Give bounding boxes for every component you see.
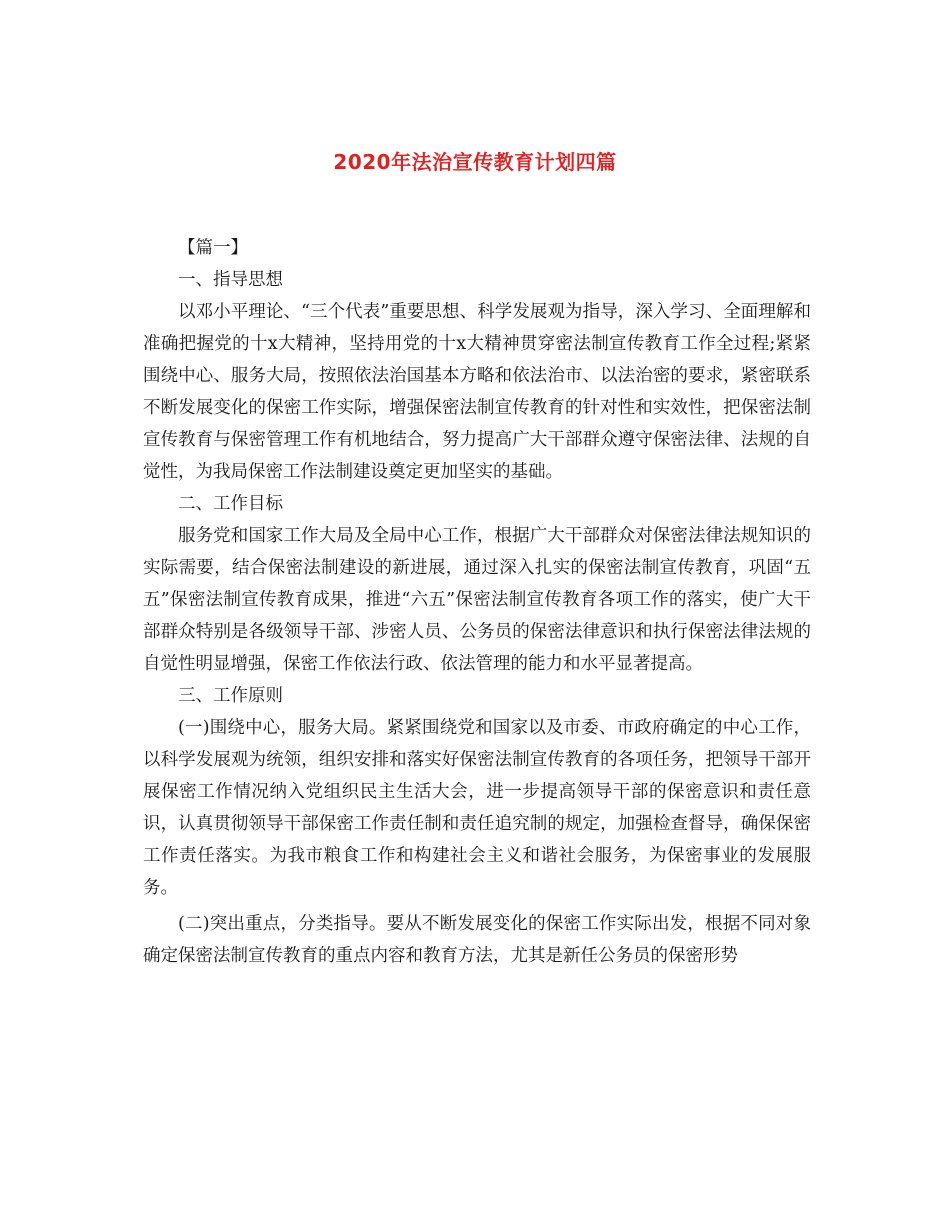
paragraph-guiding-ideology: 以邓小平理论、“三个代表”重要思想、科学发展观为指导，深入学习、全面理解和准确把握党的十x大精神，坚持用党的十x大精神贯穿密法制宣传教育工作全过程;紧紧围绕中心、服务大局，按照依法治国基本方略和依法治市、以法治密的要求，紧密联系不断发展变化的保密工作实际，增强保密法制宣传教育的针对性和实效性，把保密法制宣传教育与保密管理工作有机地结合，努力提高广大干部群众遵守保密法律、法规的自觉性，为我局保密工作法制建设奠定更加坚实的基础。 (143, 302, 811, 482)
heading-work-principles: 三、工作原则 (178, 686, 283, 706)
document-body (143, 232, 811, 972)
paragraph-principle-1: (一)围绕中心，服务大局。紧紧围绕党和国家以及市委、市政府确定的中心工作，以科学发展观为统领，组织安排和落实好保密法制宣传教育的各项任务，把领导干部开展保密工作情况纳入党组织民主生活大会，进一步提高领导干部的保密意识和责任意识，认真贯彻领导干部保密工作责任制和责任追究制的规定，加强检查督导，确保保密工作责任落实。为我市粮食工作和构建社会主义和谐社会服务，为保密事业的发展服务。 (143, 718, 811, 898)
heading-work-goals: 二、工作目标 (178, 494, 283, 514)
paragraph-work-goals: 服务党和国家工作大局及全局中心工作，根据广大干部群众对保密法律法规知识的实际需要，结合保密法制建设的新进展，通过深入扎实的保密法制宣传教育，巩固“五五”保密法制宣传教育成果，推进“六五”保密法制宣传教育各项工作的落实，使广大干部群众特别是各级领导干部、涉密人员、公务员的保密法律意识和执行保密法律法规的自觉性明显增强，保密工作依法行政、依法管理的能力和水平显著提高。 (143, 526, 811, 674)
paragraph-principle-2: (二)突出重点，分类指导。要从不断发展变化的保密工作实际出发，根据不同对象确定保密法制宣传教育的重点内容和教育方法，尤其是新任公务员的保密形势 (143, 914, 811, 966)
section-label: 【篇一】 (178, 238, 248, 258)
heading-guiding-ideology: 一、指导思想 (178, 270, 283, 290)
document-title: 2020年法治宣传教育计划四篇 (333, 150, 617, 174)
